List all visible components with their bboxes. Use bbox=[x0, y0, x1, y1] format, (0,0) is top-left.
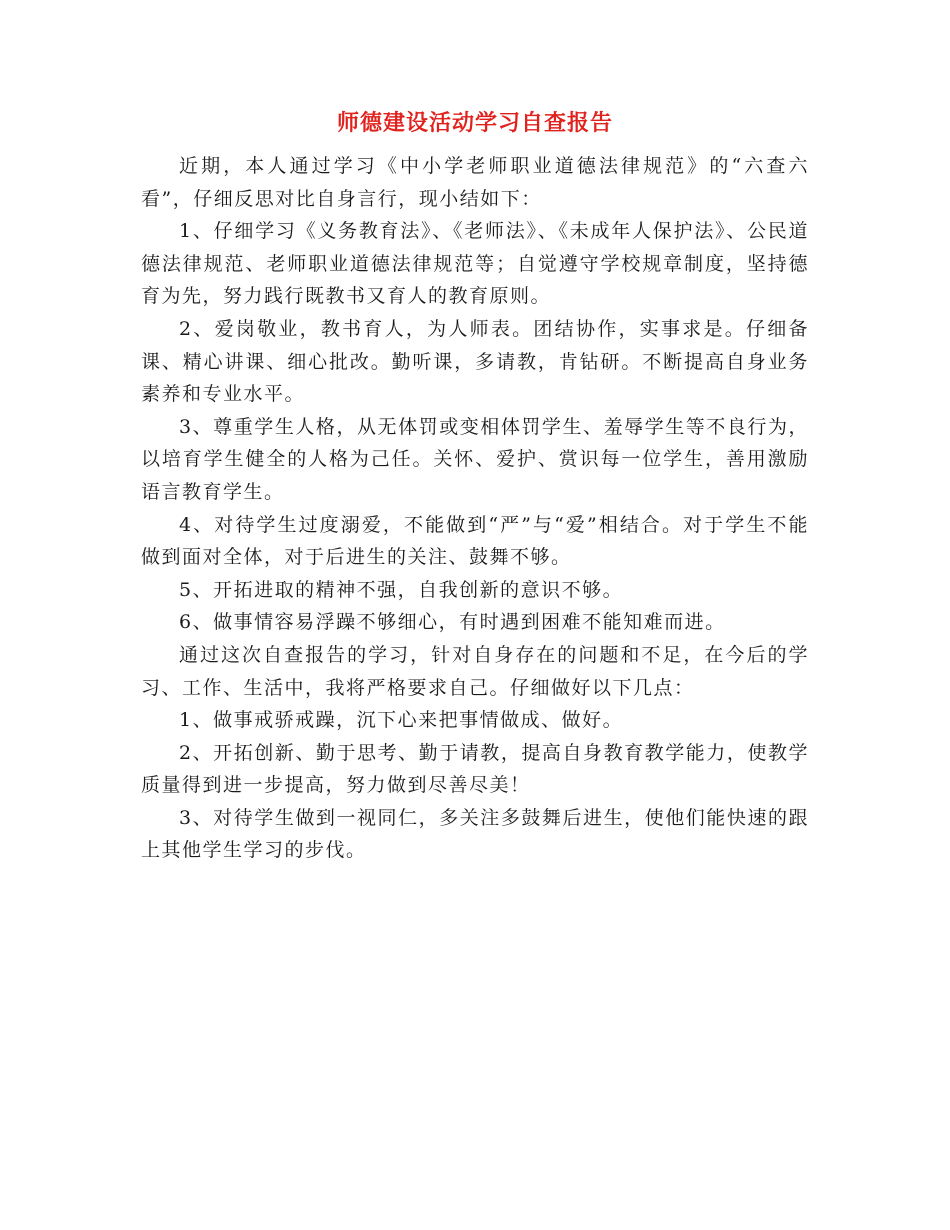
paragraph-item-1: 1、仔细学习《义务教育法》、《老师法》、《未成年人保护法》、公民道德法律规范、老师职业道德法律规范等；自觉遵守学校规章制度，坚持德育为先，努力践行既教书又育人的教育原则。 bbox=[141, 220, 809, 308]
paragraph-item-2: 2、爱岗敬业，教书育人，为人师表。团结协作，实事求是。仔细备课、精心讲课、细心批改。勤听课，多请教，肯钻研。不断提高自身业务素养和专业水平。 bbox=[141, 317, 809, 406]
paragraph-plan-1: 1、做事戒骄戒躁，沉下心来把事情做成、做好。 bbox=[179, 709, 624, 732]
paragraph-summary: 通过这次自查报告的学习，针对自身存在的问题和不足，在今后的学习、工作、生活中，我将严格要求自己。仔细做好以下几点： bbox=[141, 643, 809, 699]
paragraph-plan-2: 2、开拓创新、勤于思考、勤于请教，提高自身教育教学能力，使教学质量得到进一步提高，努力做到尽善尽美！ bbox=[141, 741, 809, 797]
document-body bbox=[141, 150, 809, 867]
document-title: 师德建设活动学习自查报告 bbox=[336, 110, 613, 136]
paragraph-item-5: 5、开拓进取的精神不强，自我创新的意识不够。 bbox=[179, 578, 624, 601]
paragraph-item-3: 3、尊重学生人格，从无体罚或变相体罚学生、羞辱学生等不良行为，以培育学生健全的人格为己任。关怀、爱护、赏识每一位学生，善用激励语言教育学生。 bbox=[141, 415, 809, 503]
paragraph-plan-3: 3、对待学生做到一视同仁，多关注多鼓舞后进生，使他们能快速的跟上其他学生学习的步伐。 bbox=[141, 806, 809, 862]
paragraph-item-4: 4、对待学生过度溺爱，不能做到“严”与“爱”相结合。对于学生不能做到面对全体，对于后进生的关注、鼓舞不够。 bbox=[141, 513, 809, 569]
paragraph-intro: 近期，本人通过学习《中小学老师职业道德法律规范》的“六查六看”，仔细反思对比自身言行，现小结如下： bbox=[141, 155, 809, 210]
paragraph-item-6: 6、做事情容易浮躁不够细心，有时遇到困难不能知难而进。 bbox=[179, 611, 726, 634]
